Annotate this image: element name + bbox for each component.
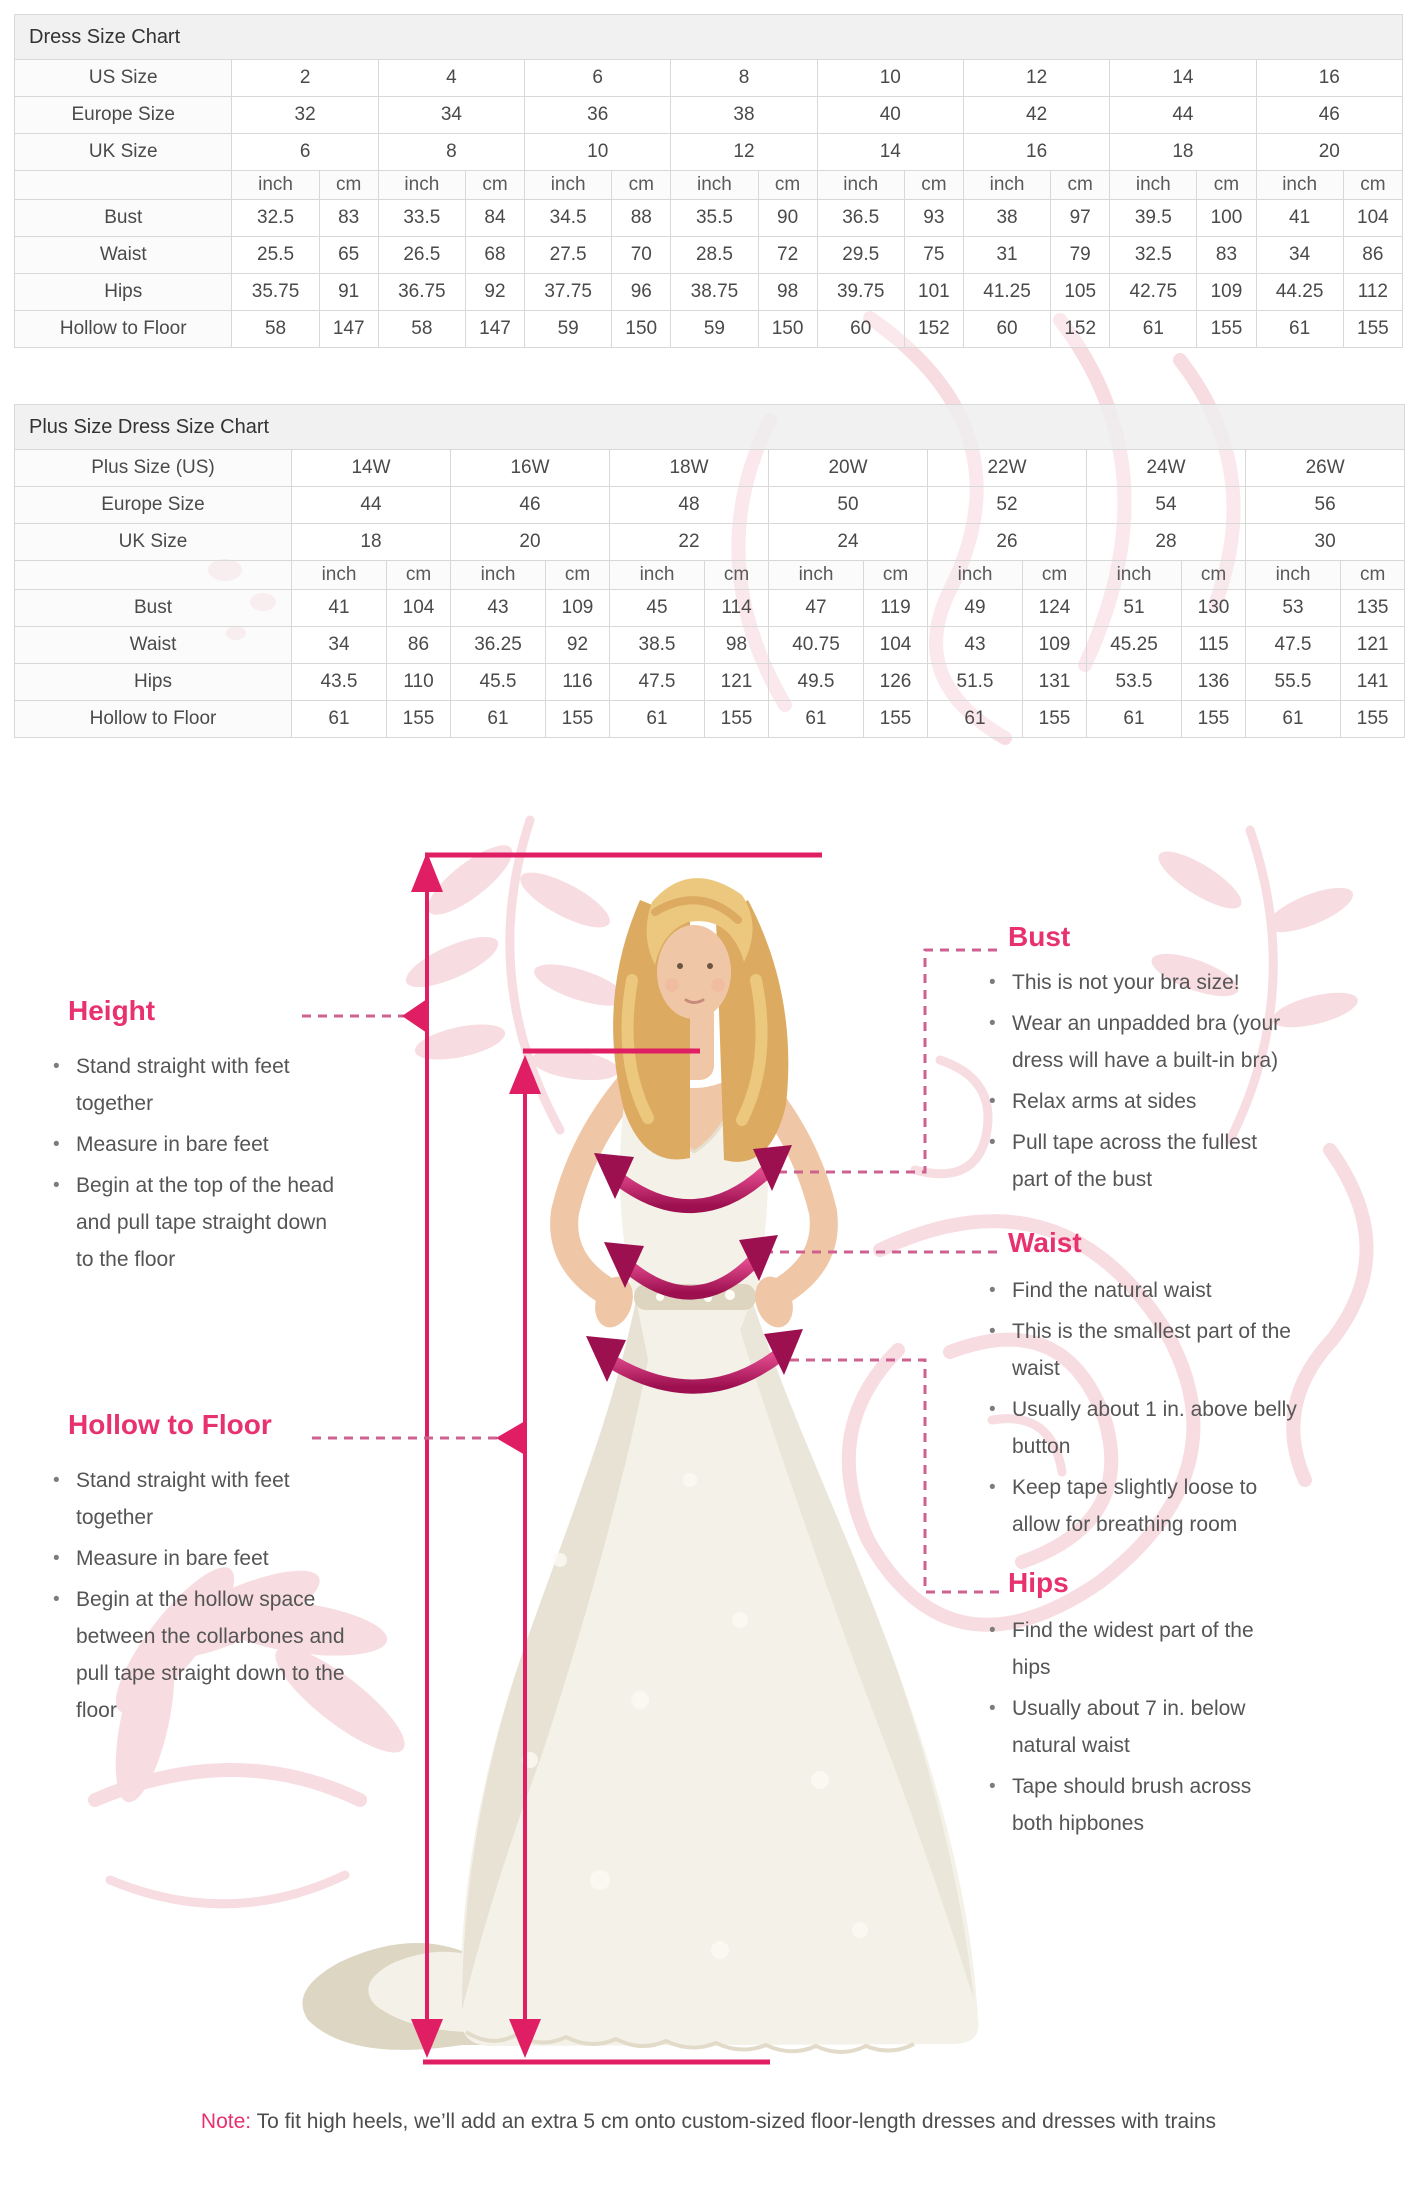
table-cell: 119	[864, 590, 928, 627]
table-cell: 155	[1023, 701, 1087, 738]
table-cell: 104	[864, 627, 928, 664]
table-cell: 36.25	[451, 627, 546, 664]
table-cell: 48	[610, 487, 769, 524]
row-label: Waist	[15, 627, 292, 664]
table-cell: 58	[378, 311, 465, 348]
table-cell: 44	[1110, 97, 1256, 134]
table-cell: 141	[1341, 664, 1405, 701]
table-cell: 40.75	[769, 627, 864, 664]
table-cell: 34	[378, 97, 524, 134]
table-cell: 83	[1197, 237, 1256, 274]
guide-bullet: • Begin at the hollow space between the collarbones and pull tape straight down to the floor	[50, 1581, 356, 1729]
table-cell: 155	[387, 701, 451, 738]
table-cell: 61	[1246, 701, 1341, 738]
waist-title: Waist	[1008, 1227, 1082, 1258]
table-cell: 155	[546, 701, 610, 738]
row-label	[15, 171, 232, 200]
table-cell: 53.5	[1087, 664, 1182, 701]
hollow-to-floor-title: Hollow to Floor	[68, 1409, 272, 1440]
table-cell: inch	[1256, 171, 1343, 200]
table-cell: inch	[928, 561, 1023, 590]
table-cell: 98	[758, 274, 817, 311]
table-cell: 28.5	[671, 237, 758, 274]
row-label: Hips	[15, 664, 292, 701]
table-cell: 51	[1087, 590, 1182, 627]
table-cell: cm	[319, 171, 378, 200]
row-label: Hollow to Floor	[15, 311, 232, 348]
table-cell: 53	[1246, 590, 1341, 627]
table-cell: 32.5	[232, 200, 319, 237]
table-cell: cm	[465, 171, 524, 200]
guide-bullet: • Wear an unpadded bra (your dress will have a built-in bra)	[986, 1005, 1286, 1079]
table-cell: inch	[1246, 561, 1341, 590]
table-cell: 60	[817, 311, 904, 348]
table-cell: 36.5	[817, 200, 904, 237]
table-cell: 35.75	[232, 274, 319, 311]
table-cell: 49.5	[769, 664, 864, 701]
table-cell: 56	[1246, 487, 1405, 524]
row-label	[15, 561, 292, 590]
table-cell: 100	[1197, 200, 1256, 237]
guide-bullet: • Relax arms at sides	[986, 1083, 1286, 1120]
table-cell: inch	[378, 171, 465, 200]
table-cell: 97	[1051, 200, 1110, 237]
table-cell: 60	[963, 311, 1050, 348]
table-cell: cm	[1343, 171, 1402, 200]
table-cell: 14	[1110, 60, 1256, 97]
table-cell: 155	[1197, 311, 1256, 348]
table-cell: 155	[1343, 311, 1402, 348]
table-cell: 121	[1341, 627, 1405, 664]
bust-title: Bust	[1008, 921, 1071, 952]
table-cell: 33.5	[378, 200, 465, 237]
table-cell: 96	[612, 274, 671, 311]
table-cell: 49	[928, 590, 1023, 627]
note	[0, 2110, 1417, 2134]
table-cell: 31	[963, 237, 1050, 274]
table-cell: 109	[1023, 627, 1087, 664]
bust-connector	[778, 950, 1000, 1172]
table-cell: 8	[671, 60, 817, 97]
table-cell: 124	[1023, 590, 1087, 627]
table-cell: 16	[1256, 60, 1402, 97]
table-cell: 34	[292, 627, 387, 664]
waist-bullets	[986, 1272, 1304, 1547]
table-cell: 26W	[1246, 450, 1405, 487]
table-cell: cm	[705, 561, 769, 590]
height-bullets	[50, 1048, 350, 1282]
table-cell: 41	[292, 590, 387, 627]
table-cell: 116	[546, 664, 610, 701]
table-cell: 24	[769, 524, 928, 561]
hollow-to-floor-bullets	[50, 1462, 356, 1733]
table-cell: 58	[232, 311, 319, 348]
height-title: Height	[68, 995, 156, 1026]
hips-title: Hips	[1008, 1567, 1069, 1598]
table-cell: 65	[319, 237, 378, 274]
table-cell: 55.5	[1246, 664, 1341, 701]
guide-bullet: • Measure in bare feet	[50, 1540, 356, 1577]
table-cell: 14W	[292, 450, 451, 487]
table-cell: cm	[864, 561, 928, 590]
table-cell: 44.25	[1256, 274, 1343, 311]
table-cell: 43	[451, 590, 546, 627]
table-cell: 38.75	[671, 274, 758, 311]
guide-bullet: • Stand straight with feet together	[50, 1048, 350, 1122]
table-cell: inch	[525, 171, 612, 200]
size-table	[14, 14, 1403, 348]
table-cell: 45.5	[451, 664, 546, 701]
table-cell: 135	[1341, 590, 1405, 627]
table-cell: 18	[1110, 134, 1256, 171]
table-cell: 61	[1087, 701, 1182, 738]
table-cell: cm	[612, 171, 671, 200]
table-cell: 42.75	[1110, 274, 1197, 311]
table-cell: 61	[1256, 311, 1343, 348]
table-cell: cm	[1051, 171, 1110, 200]
table-cell: 90	[758, 200, 817, 237]
row-label: UK Size	[15, 524, 292, 561]
table-cell: 46	[451, 487, 610, 524]
table-cell: 12	[671, 134, 817, 171]
table-cell: cm	[546, 561, 610, 590]
table-cell: 92	[546, 627, 610, 664]
table-cell: 92	[465, 274, 524, 311]
table-cell: 10	[525, 134, 671, 171]
table-cell: 147	[319, 311, 378, 348]
table-cell: 131	[1023, 664, 1087, 701]
note-text: To fit high heels, we’ll add an extra 5 cm onto custom-sized floor-length dresses and dresses with trains	[251, 2110, 1217, 2133]
table-cell: 30	[1246, 524, 1405, 561]
row-label: Europe Size	[15, 97, 232, 134]
plus-size-dress-size-chart	[14, 404, 1405, 738]
table-cell: 150	[612, 311, 671, 348]
row-label: Bust	[15, 590, 292, 627]
table-cell: 155	[1341, 701, 1405, 738]
row-label: Hips	[15, 274, 232, 311]
table-cell: 68	[465, 237, 524, 274]
table-cell: inch	[769, 561, 864, 590]
table-cell: 150	[758, 311, 817, 348]
table-cell: 20	[451, 524, 610, 561]
table-cell: 41	[1256, 200, 1343, 237]
table-cell: inch	[232, 171, 319, 200]
table-cell: 14	[817, 134, 963, 171]
table-cell: 61	[928, 701, 1023, 738]
row-label: Europe Size	[15, 487, 292, 524]
table-cell: cm	[904, 171, 963, 200]
table-cell: 84	[465, 200, 524, 237]
table-cell: 28	[1087, 524, 1246, 561]
table-cell: 36.75	[378, 274, 465, 311]
table-cell: 27.5	[525, 237, 612, 274]
table-cell: 105	[1051, 274, 1110, 311]
table-cell: 39.75	[817, 274, 904, 311]
table-cell: 38	[671, 97, 817, 134]
table-cell: 152	[1051, 311, 1110, 348]
table-cell: 61	[451, 701, 546, 738]
guide-bullet: • This is not your bra size!	[986, 964, 1286, 1001]
table-cell: 155	[1182, 701, 1246, 738]
table-cell: 61	[610, 701, 705, 738]
guide-bullet: • Find the widest part of the hips	[986, 1612, 1254, 1686]
row-label: Plus Size (US)	[15, 450, 292, 487]
table-cell: 46	[1256, 97, 1402, 134]
table-cell: inch	[292, 561, 387, 590]
table-cell: 110	[387, 664, 451, 701]
table-cell: inch	[817, 171, 904, 200]
table-cell: 152	[904, 311, 963, 348]
table-cell: 59	[671, 311, 758, 348]
table-cell: 12	[963, 60, 1109, 97]
table-cell: 22W	[928, 450, 1087, 487]
table-cell: 44	[292, 487, 451, 524]
table-cell: 41.25	[963, 274, 1050, 311]
guide-bullet: • Usually about 7 in. below natural waist	[986, 1690, 1254, 1764]
table-cell: 93	[904, 200, 963, 237]
table-cell: cm	[758, 171, 817, 200]
table-cell: 47.5	[610, 664, 705, 701]
table-cell: 26	[928, 524, 1087, 561]
table-cell: 136	[1182, 664, 1246, 701]
guide-bullet: • Pull tape across the fullest part of the bust	[986, 1124, 1286, 1198]
table-cell: 61	[292, 701, 387, 738]
table-cell: 37.75	[525, 274, 612, 311]
table-cell: 130	[1182, 590, 1246, 627]
table-cell: 38.5	[610, 627, 705, 664]
table-cell: 29.5	[817, 237, 904, 274]
table-cell: 4	[378, 60, 524, 97]
table-cell: 51.5	[928, 664, 1023, 701]
table-cell: inch	[610, 561, 705, 590]
size-table	[14, 404, 1405, 738]
row-label: US Size	[15, 60, 232, 97]
table-cell: 112	[1343, 274, 1402, 311]
guide-bullet: • This is the smallest part of the waist	[986, 1313, 1304, 1387]
table-cell: 20	[1256, 134, 1402, 171]
note-label: Note:	[200, 2110, 252, 2133]
guide-bullet: • Begin at the top of the head and pull tape straight down to the floor	[50, 1167, 350, 1278]
table-cell: cm	[1182, 561, 1246, 590]
table-cell: inch	[1087, 561, 1182, 590]
table-title: Plus Size Dress Size Chart	[15, 405, 1405, 450]
table-cell: 18W	[610, 450, 769, 487]
table-cell: inch	[451, 561, 546, 590]
guide-bullet: • Keep tape slightly loose to allow for breathing room	[986, 1469, 1304, 1543]
table-cell: inch	[671, 171, 758, 200]
table-cell: 8	[378, 134, 524, 171]
table-cell: 45.25	[1087, 627, 1182, 664]
table-cell: 61	[1110, 311, 1197, 348]
table-title: Dress Size Chart	[15, 15, 1403, 60]
table-cell: 35.5	[671, 200, 758, 237]
table-cell: 121	[705, 664, 769, 701]
row-label: UK Size	[15, 134, 232, 171]
table-cell: 47.5	[1246, 627, 1341, 664]
table-cell: cm	[1023, 561, 1087, 590]
table-cell: 42	[963, 97, 1109, 134]
table-cell: 54	[1087, 487, 1246, 524]
row-label: Waist	[15, 237, 232, 274]
table-cell: inch	[963, 171, 1050, 200]
table-cell: 32.5	[1110, 237, 1197, 274]
table-cell: 34.5	[525, 200, 612, 237]
table-cell: 32	[232, 97, 378, 134]
table-cell: 72	[758, 237, 817, 274]
row-label: Hollow to Floor	[15, 701, 292, 738]
table-cell: 47	[769, 590, 864, 627]
table-cell: 52	[928, 487, 1087, 524]
table-cell: 34	[1256, 237, 1343, 274]
table-cell: 2	[232, 60, 378, 97]
table-cell: 147	[465, 311, 524, 348]
table-cell: 20W	[769, 450, 928, 487]
table-cell: 114	[705, 590, 769, 627]
table-cell: 79	[1051, 237, 1110, 274]
table-cell: 70	[612, 237, 671, 274]
table-cell: 91	[319, 274, 378, 311]
model-photo	[302, 878, 978, 2052]
table-cell: 43	[928, 627, 1023, 664]
table-cell: 25.5	[232, 237, 319, 274]
table-cell: 18	[292, 524, 451, 561]
table-cell: cm	[387, 561, 451, 590]
table-cell: 59	[525, 311, 612, 348]
table-cell: 16	[963, 134, 1109, 171]
table-cell: 126	[864, 664, 928, 701]
table-cell: 6	[232, 134, 378, 171]
table-cell: 10	[817, 60, 963, 97]
table-cell: 88	[612, 200, 671, 237]
table-cell: 155	[705, 701, 769, 738]
table-cell: 36	[525, 97, 671, 134]
table-cell: 115	[1182, 627, 1246, 664]
row-label: Bust	[15, 200, 232, 237]
table-cell: 16W	[451, 450, 610, 487]
guide-bullet: • Tape should brush across both hipbones	[986, 1768, 1254, 1842]
table-cell: cm	[1341, 561, 1405, 590]
table-cell: 104	[1343, 200, 1402, 237]
table-cell: 24W	[1087, 450, 1246, 487]
table-cell: 86	[387, 627, 451, 664]
table-cell: 43.5	[292, 664, 387, 701]
table-cell: 101	[904, 274, 963, 311]
dress-size-chart	[14, 14, 1403, 348]
table-cell: 38	[963, 200, 1050, 237]
guide-bullet: • Stand straight with feet together	[50, 1462, 356, 1536]
table-cell: 83	[319, 200, 378, 237]
table-cell: 6	[525, 60, 671, 97]
table-cell: cm	[1197, 171, 1256, 200]
table-cell: 50	[769, 487, 928, 524]
table-cell: 26.5	[378, 237, 465, 274]
bust-bullets	[986, 964, 1286, 1202]
table-cell: 86	[1343, 237, 1402, 274]
table-cell: 109	[1197, 274, 1256, 311]
table-cell: 75	[904, 237, 963, 274]
table-cell: 104	[387, 590, 451, 627]
guide-bullet: • Find the natural waist	[986, 1272, 1304, 1309]
table-cell: 109	[546, 590, 610, 627]
table-cell: 45	[610, 590, 705, 627]
table-cell: 155	[864, 701, 928, 738]
guide-bullet: • Usually about 1 in. above belly button	[986, 1391, 1304, 1465]
table-cell: 22	[610, 524, 769, 561]
table-cell: 40	[817, 97, 963, 134]
guide-bullet: • Measure in bare feet	[50, 1126, 350, 1163]
table-cell: 61	[769, 701, 864, 738]
table-cell: 98	[705, 627, 769, 664]
table-cell: 39.5	[1110, 200, 1197, 237]
table-cell: inch	[1110, 171, 1197, 200]
hips-bullets	[986, 1612, 1254, 1846]
